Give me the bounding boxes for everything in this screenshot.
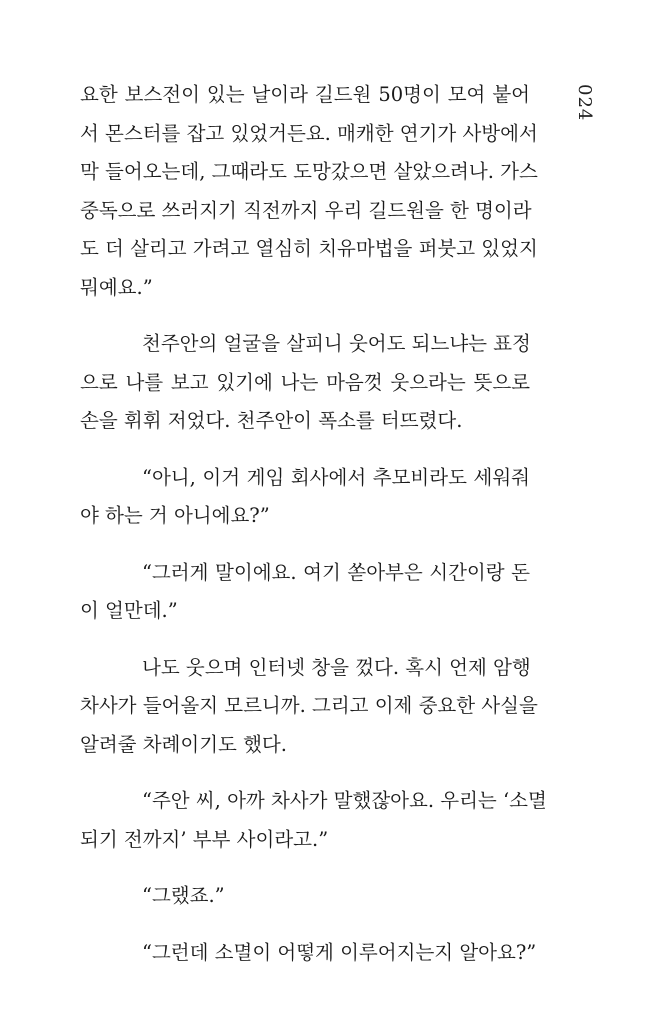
- paragraph: [80, 877, 530, 916]
- paragraph: [80, 934, 537, 973]
- text-line: 알려줄 차례이기도 했다.: [80, 732, 287, 756]
- paragraph: [80, 782, 547, 859]
- paragraph: [80, 459, 530, 536]
- text-line: 천주안의 얼굴을 살피니 웃어도 되느냐는 표정: [142, 332, 531, 355]
- text-line: 야 하는 거 아니에요?”: [80, 504, 270, 527]
- page-number: 024: [574, 84, 595, 122]
- text-line: 막 들어오는데, 그때라도 도망갔으면 살았으려나. 가스: [80, 160, 538, 183]
- text-line: 서 몬스터를 잡고 있었거든요. 매캐한 연기가 사방에서: [80, 121, 538, 145]
- text-line: 으로 나를 보고 있기에 나는 마음껏 웃으라는 뜻으로: [80, 370, 530, 394]
- paragraph: [80, 325, 530, 441]
- text-line: 뭐예요.”: [80, 275, 153, 299]
- paragraph: [80, 649, 538, 765]
- text-line: 손을 휘휘 저었다. 천주안이 폭소를 터뜨렸다.: [80, 409, 463, 432]
- text-line: 중독으로 쓰러지기 직전까지 우리 길드원을 한 명이라: [80, 198, 532, 222]
- text-line: 되기 전까지’ 부부 사이라고.”: [80, 827, 329, 851]
- text-line: “그런데 소멸이 어떻게 이루어지는지 알아요?”: [142, 940, 537, 964]
- paragraph: [80, 554, 530, 631]
- text-line: 도 더 살리고 가려고 열심히 치유마법을 퍼붓고 있었지: [80, 237, 538, 260]
- text-line: 차사가 들어올지 모르니까. 그리고 이제 중요한 사실을: [80, 694, 538, 717]
- text-line: “그러게 말이에요. 여기 쏟아부은 시간이랑 돈: [142, 560, 530, 584]
- text-line: “아니, 이거 게임 회사에서 추모비라도 세워줘: [142, 465, 530, 489]
- text-line: 이 얼만데.”: [80, 599, 178, 622]
- paragraph: [80, 76, 538, 307]
- text-line: “그랬죠.”: [142, 884, 225, 907]
- text-line: “주안 씨, 아까 차사가 말했잖아요. 우리는 ‘소멸: [142, 789, 547, 812]
- text-line: 나도 웃으며 인터넷 창을 껐다. 혹시 언제 암행: [142, 655, 531, 679]
- text-line: 요한 보스전이 있는 날이라 길드원 50명이 모여 붙어: [80, 83, 530, 106]
- body-text: [80, 76, 547, 972]
